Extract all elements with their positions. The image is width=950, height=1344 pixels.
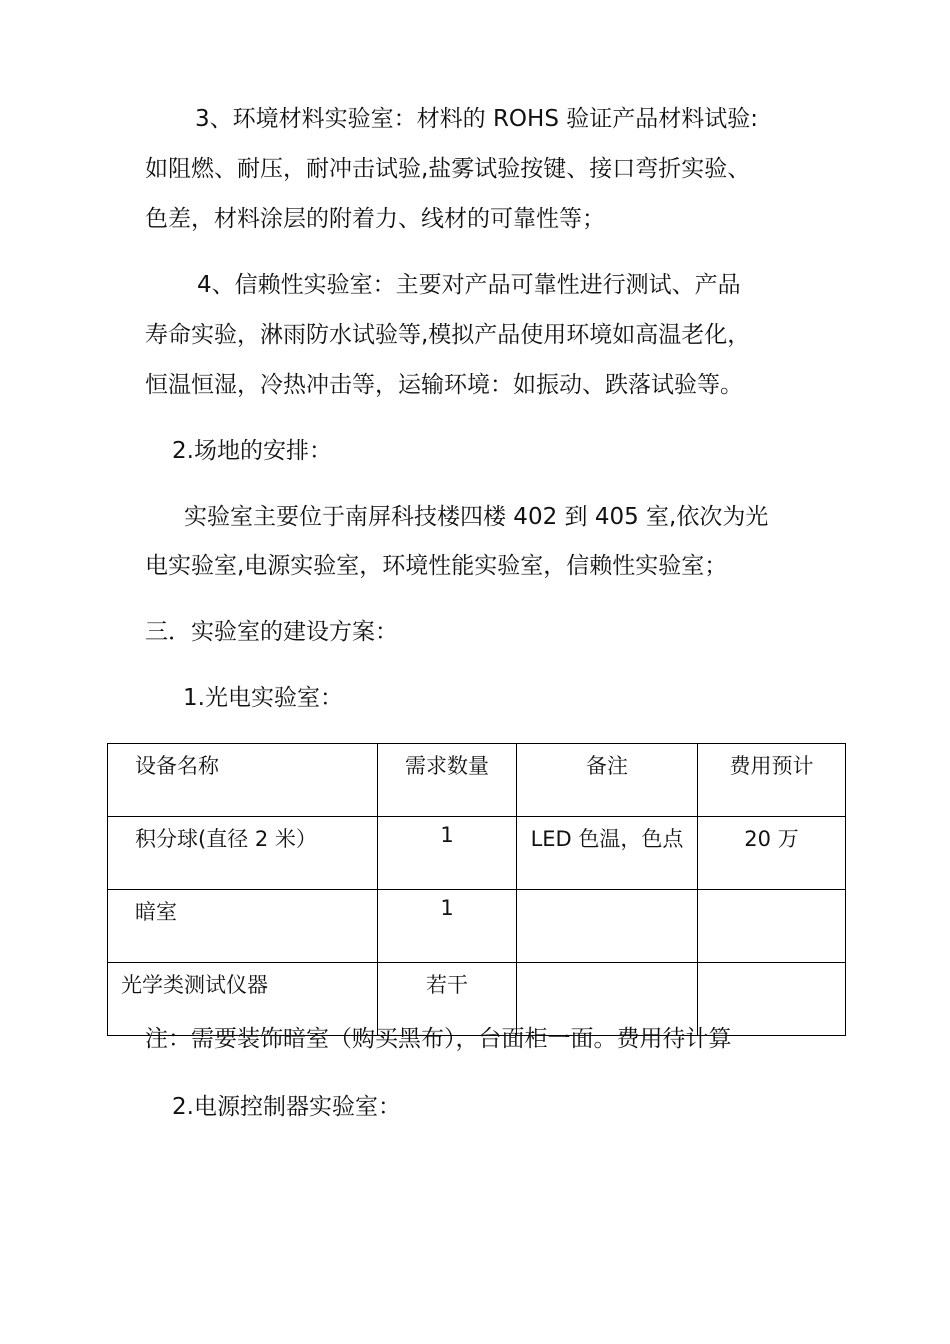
table-cell: 20 万 [698,817,846,890]
table-cell: 光学类测试仪器 [108,963,378,1036]
para3-line2: 如阻燃、耐压，耐冲击试验,盐雾试验按键、接口弯折实验、 [145,156,751,182]
site-text-line2: 电实验室,电源实验室，环境性能实验室，信赖性实验室； [145,553,728,579]
para3-line1: 3、环境材料实验室：材料的 ROHS 验证产品材料试验: [195,106,758,132]
table-cell [517,890,698,963]
note-text: 注：需要装饰暗室（购买黑布），台面柜一面。费用待计算 [145,1026,732,1052]
table-cell: 若干 [378,963,517,1036]
header-cell: 设备名称 [108,744,378,817]
para4-line2: 寿命实验，淋雨防水试验等,模拟产品使用环境如高温老化， [145,322,751,348]
table-cell: 暗室 [108,890,378,963]
table-row [108,817,846,890]
table-cell: 积分球(直径 2 米） [108,817,378,890]
table-cell: 1 [378,817,517,890]
equipment-table [107,743,846,1036]
optical-lab-heading: 1.光电实验室： [183,685,343,711]
para4-line1: 4、信赖性实验室：主要对产品可靠性进行测试、产品 [197,272,741,298]
site-heading: 2.场地的安排： [172,438,332,464]
table-header-row [108,744,846,817]
section3-heading: 三．实验室的建设方案： [145,619,398,645]
header-cell: 需求数量 [378,744,517,817]
header-cell: 费用预计 [698,744,846,817]
table-row [108,890,846,963]
table-cell: LED 色温，色点 [517,817,698,890]
site-text-line1: 实验室主要位于南屏科技楼四楼 402 到 405 室,依次为光 [184,504,769,530]
para3-line3: 色差，材料涂层的附着力、线材的可靠性等； [145,206,605,232]
header-cell: 备注 [517,744,698,817]
table-cell: 1 [378,890,517,963]
power-lab-heading: 2.电源控制器实验室： [172,1094,401,1120]
para4-line3: 恒温恒湿，冷热冲击等，运输环境：如振动、跌落试验等。 [145,372,743,398]
table-cell [698,890,846,963]
